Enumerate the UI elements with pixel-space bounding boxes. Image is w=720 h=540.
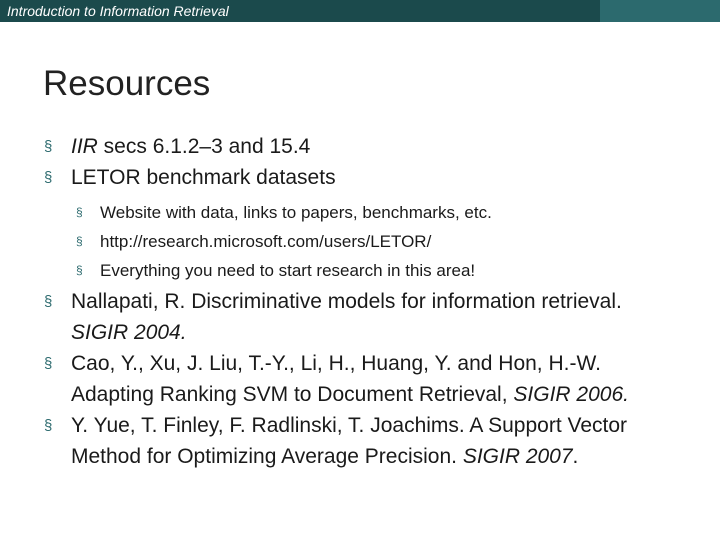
header-title: Introduction to Information Retrieval <box>7 3 229 19</box>
square-bullet-icon: § <box>44 417 53 434</box>
square-bullet-icon: § <box>44 169 53 186</box>
bullet-item-letor <box>44 162 684 193</box>
bullet-item-iir <box>44 131 684 162</box>
sub-bullet-item <box>76 227 684 256</box>
header-accent-block <box>600 0 720 22</box>
bullet-item-cao <box>44 348 684 410</box>
reference-venue: SIGIR 2004. <box>71 321 187 344</box>
reference-venue: SIGIR 2007 <box>462 445 573 468</box>
reference-text: Nallapati, R. Discriminative models for information retrieval. <box>71 290 622 313</box>
square-bullet-icon: § <box>44 293 53 310</box>
reference-venue: SIGIR 2006. <box>513 383 629 406</box>
letor-text: LETOR benchmark datasets <box>71 166 336 189</box>
reference-tail: . <box>572 445 579 468</box>
bullet-item-nallapati <box>44 286 684 348</box>
square-bullet-icon: § <box>44 355 53 372</box>
reference-text: Y. Yue, T. Finley, F. Radlinski, T. Joachims. A Support Vector Method for Optimizing Average Precision. <box>71 414 628 468</box>
sub-bullet-text: Website with data, links to papers, benchmarks, etc. <box>100 203 492 222</box>
sub-bullet-item <box>76 198 684 227</box>
reference-text: Cao, Y., Xu, J. Liu, T.-Y., Li, H., Huang, Y. and Hon, H.-W. Adapting Ranking SVM to Document Retrieval, <box>71 352 601 406</box>
iir-label: IIR <box>71 135 98 158</box>
square-bullet-icon: § <box>44 138 53 155</box>
slide-title: Resources <box>43 64 211 103</box>
letor-sub-list <box>44 198 684 285</box>
sub-bullet-text: Everything you need to start research in this area! <box>100 261 476 280</box>
bullet-list <box>44 131 684 472</box>
bullet-item-yue <box>44 410 684 472</box>
sub-bullet-item <box>76 256 684 285</box>
square-bullet-icon: § <box>76 205 83 219</box>
iir-sections-text: secs 6.1.2–3 and 15.4 <box>97 135 311 158</box>
letor-url-link[interactable]: http://research.microsoft.com/users/LETOR/ <box>100 232 432 251</box>
square-bullet-icon: § <box>76 234 83 248</box>
square-bullet-icon: § <box>76 263 83 277</box>
